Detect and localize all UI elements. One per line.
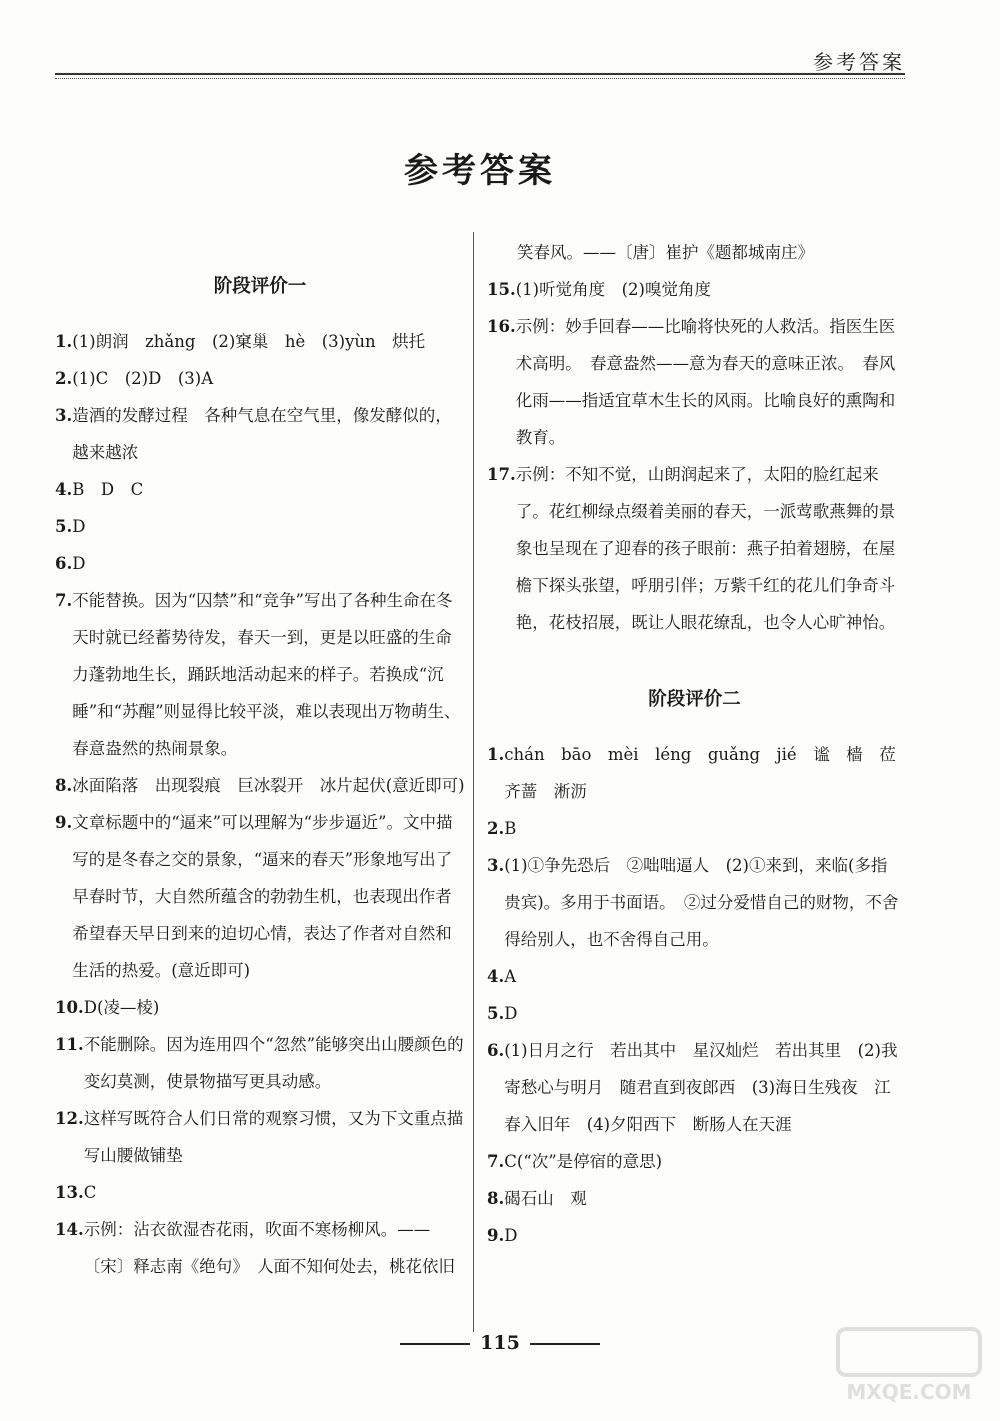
answer-text: (1)听觉角度 (2)嗅觉角度	[515, 280, 711, 299]
answer-text: 这样写既符合人们日常的观察习惯，又为下文重点描写山腰做铺垫	[83, 1109, 464, 1165]
answer-number: 4.	[55, 480, 73, 499]
answer-number: 1.	[487, 745, 505, 764]
answer-text: C	[83, 1183, 97, 1202]
answer-text: chán bāo mèi léng guǎng jié 谧 樯 莅 齐蔷 淅沥	[504, 745, 913, 801]
answer-text: D	[504, 1004, 518, 1023]
answer-text: D	[504, 1226, 518, 1245]
answer-list-stage-2	[487, 736, 913, 1254]
answer-text: D	[72, 517, 86, 536]
answer-number: 9.	[487, 1226, 505, 1245]
answer-item	[55, 1174, 465, 1211]
answer-number: 3.	[487, 856, 505, 875]
answer-text: A	[504, 967, 517, 986]
answer-item	[55, 360, 465, 397]
answer-number: 7.	[487, 1152, 505, 1171]
answer-number: 17.	[487, 465, 516, 484]
answer-item	[487, 456, 902, 641]
left-column	[55, 234, 465, 1285]
answer-text: 不能删除。因为连用四个“忽然”能够突出山腰颜色的变幻莫测，使景物描写更具动感。	[83, 1035, 464, 1091]
answer-text: 示例：不知不觉，山朗润起来了，太阳的脸红起来了。花红柳绿点缀着美丽的春天，一派莺歌燕舞的景象也呈现在了迎春的孩子眼前：燕子拍着翅膀，在屋檐下探头张望，呼朋引伴；万紫千红的花儿们争奇斗艳，花枝招展，既让人眼花缭乱，也令人心旷神怡。	[515, 465, 896, 632]
answer-number: 11.	[55, 1035, 84, 1054]
answer-number: 1.	[55, 332, 73, 351]
watermark-logo	[834, 1325, 984, 1407]
answer-item	[487, 958, 902, 995]
answer-item	[55, 397, 465, 471]
answer-number: 14.	[55, 1220, 84, 1239]
answer-item	[487, 1143, 902, 1180]
answer-item	[487, 847, 902, 958]
answer-item	[55, 471, 465, 508]
answer-text: 示例：沾衣欲湿杏花雨，吹面不寒杨柳风。——〔宋〕释志南《绝句》 人面不知何处去，桃花依旧	[83, 1220, 455, 1276]
answer-text: 造酒的发酵过程 各种气息在空气里，像发酵似的，越来越浓	[72, 406, 452, 462]
answer-text: 文章标题中的“逼来”可以理解为“步步逼近”。文中描写的是冬春之交的景象，“逼来的春天”形象地写出了早春时节，大自然所蕴含的勃勃生机，也表现出作者希望春天早日到来的迫切心情，表达了作者对自然和生活的热爱。(意近即可)	[72, 813, 453, 980]
answer-number: 15.	[487, 280, 516, 299]
answer-item	[55, 1026, 465, 1100]
answer-text: (1)朗润 zhǎng (2)窠巢 hè (3)yùn 烘托	[72, 332, 426, 351]
section-title-stage-2: 阶段评价二	[648, 689, 741, 710]
answer-item	[487, 736, 913, 810]
column-divider	[473, 232, 474, 1332]
answer-item	[487, 308, 902, 456]
answer-number: 9.	[55, 813, 73, 832]
answer-item	[55, 582, 465, 767]
answer-item	[55, 1100, 465, 1174]
header-rule	[55, 73, 905, 75]
answer-item	[55, 1211, 465, 1285]
answer-item	[55, 767, 465, 804]
answer-number: 16.	[487, 317, 516, 336]
answer-number: 7.	[55, 591, 73, 610]
answer-text: (1)C (2)D (3)A	[72, 369, 214, 388]
answer-item	[487, 1032, 902, 1143]
answer-text: (1)日月之行 若出其中 星汉灿烂 若出其里 (2)我寄愁心与明月 随君直到夜郎西 (3)海日生残夜 江春入旧年 (4)夕阳西下 断肠人在天涯	[504, 1041, 898, 1134]
header-rule-dotted	[55, 78, 905, 79]
answer-text: D(凌—棱)	[83, 998, 160, 1017]
answer-number: 8.	[487, 1189, 505, 1208]
answer-item	[55, 323, 465, 360]
answer-number: 6.	[487, 1041, 505, 1060]
page-number: 115	[480, 1332, 520, 1354]
answer-number: 10.	[55, 998, 84, 1017]
answer-number: 13.	[55, 1183, 84, 1202]
continuation-text: 笑春风。——〔唐〕崔护《题都城南庄》	[517, 243, 814, 262]
answer-number: 12.	[55, 1109, 84, 1128]
answer-number: 5.	[55, 517, 73, 536]
answer-number: 6.	[55, 554, 73, 573]
answer-number: 2.	[487, 819, 505, 838]
answer-text: 示例：妙手回春——比喻将快死的人救活。指医生医术高明。 春意盎然——意为春天的意味正浓。 春风化雨——指适宜草木生长的风雨。比喻良好的熏陶和教育。	[515, 317, 896, 447]
answer-number: 8.	[55, 776, 73, 795]
right-column	[487, 234, 913, 1254]
answer-text: B D C	[72, 480, 144, 499]
answer-number: 3.	[55, 406, 73, 425]
answer-item	[55, 508, 465, 545]
answer-list-stage-1	[55, 323, 465, 1285]
answer-item	[55, 545, 465, 582]
footer-ornament-left	[400, 1343, 470, 1345]
answer-text: C(“次”是停宿的意思)	[504, 1152, 663, 1171]
section-title-stage-1: 阶段评价一	[213, 276, 307, 297]
answer-text: D	[72, 554, 86, 573]
answer-item	[487, 271, 902, 308]
answer-item	[55, 804, 465, 989]
answer-item	[487, 810, 902, 847]
answer-text: 冰面陷落 出现裂痕 巨冰裂开 冰片起伏(意近即可)	[72, 776, 465, 795]
answer-text: B	[504, 819, 517, 838]
answer-item	[487, 1180, 902, 1217]
svg-text:MXQE.COM: MXQE.COM	[846, 1380, 972, 1404]
answer-item	[55, 989, 465, 1026]
footer-ornament-right	[530, 1343, 600, 1345]
answer-number: 4.	[487, 967, 505, 986]
answer-item	[487, 995, 902, 1032]
answer-text: 不能替换。因为“囚禁”和“竞争”写出了各种生命在冬天时就已经蓄势待发，春天一到，更是以旺盛的生命力蓬勃地生长，踊跃地活动起来的样子。若换成“沉睡”和“苏醒”则显得比较平淡，难以表现出万物萌生、春意盎然的热闹景象。	[72, 591, 461, 758]
answer-number: 5.	[487, 1004, 505, 1023]
answer-text: 碣石山 观	[504, 1189, 587, 1208]
answer-text: (1)①争先恐后 ②咄咄逼人 (2)①来到，来临(多指贵宾)。多用于书面语。 ②过分爱惜自己的财物，不舍得给别人，也不舍得自己用。	[504, 856, 899, 949]
page-title: 参考答案	[404, 151, 556, 191]
running-head: 参考答案	[813, 50, 905, 74]
answer-number: 2.	[55, 369, 73, 388]
answer-list-stage-1-cont	[487, 271, 902, 641]
answer-item	[487, 1217, 902, 1254]
